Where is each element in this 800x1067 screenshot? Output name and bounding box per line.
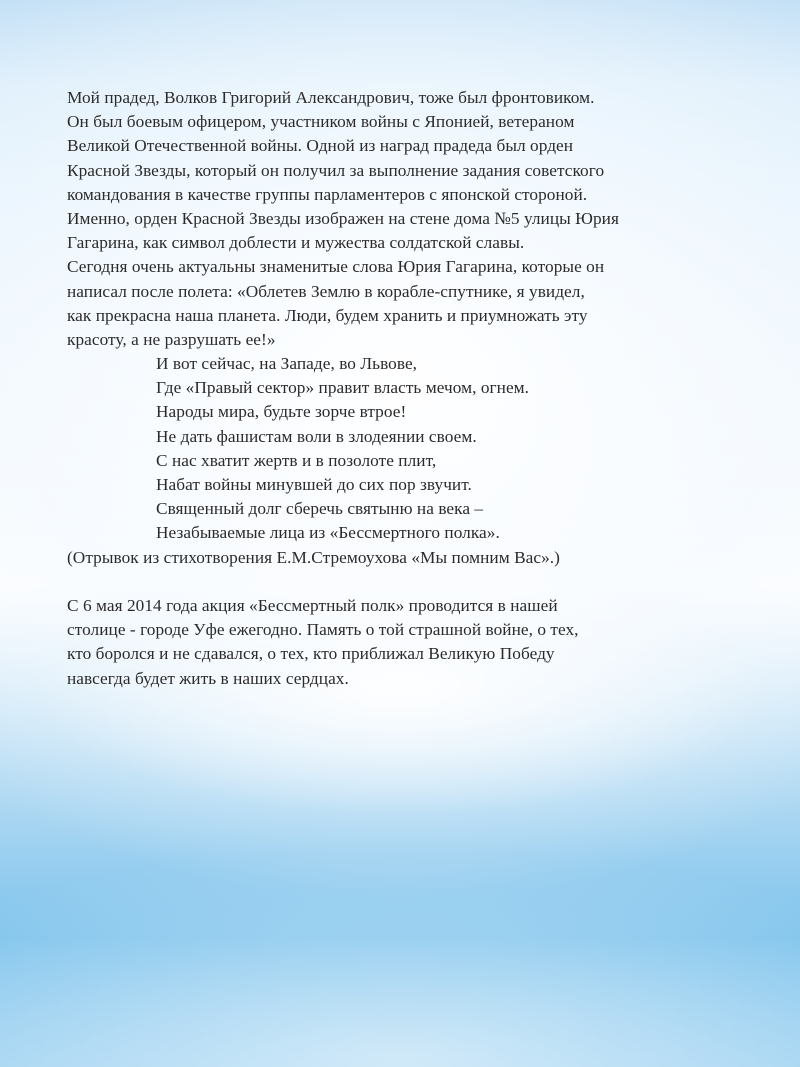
text-line: Мой прадед, Волков Григорий Александрович, тоже был фронтовиком. (67, 88, 595, 107)
text-line: кто боролся и не сдавался, о тех, кто приближал Великую Победу (67, 644, 555, 664)
text-line: Сегодня очень актуальны знаменитые слова Юрия Гагарина, которые он (67, 257, 605, 277)
poem-excerpt (67, 352, 747, 546)
document-text (67, 86, 747, 691)
poem-line: С нас хватит жертв и в позолоте плит, (156, 450, 437, 470)
text-line: столице - городе Уфе ежегодно. Память о той страшной войне, о тех, (67, 620, 579, 640)
text-line: Великой Отечественной войны. Одной из наград прадеда был орден (67, 136, 574, 156)
text-line: Именно, орден Красной Звезды изображен на стене дома №5 улицы Юрия (67, 208, 619, 228)
text-line: Он был боевым офицером, участником войны с Японией, ветераном (67, 112, 575, 132)
poem-line: Набат войны минувшей до сих пор звучит. (156, 475, 472, 494)
paragraph-prologue (67, 86, 747, 352)
text-line: командования в качестве группы парламентеров с японской стороной. (67, 184, 588, 204)
text-line: Красной Звезды, который он получил за выполнение задания советского (67, 160, 605, 180)
poem-source: (Отрывок из стихотворения Е.М.Стремоухова «Мы помним Вас».) (67, 547, 560, 567)
text-line: красоту, а не разрушать ее!» (67, 329, 276, 349)
poem-line: Не дать фашистам воли в злодеянии своем. (156, 426, 477, 446)
poem-line: Незабываемые лица из «Бессмертного полка». (156, 523, 500, 543)
poem-line: Где «Правый сектор» правит власть мечом, огнем. (156, 378, 530, 398)
poem-line: И вот сейчас, на Западе, во Львове, (156, 354, 418, 374)
poem-line: Священный долг сберечь святыню на века – (156, 499, 484, 519)
text-line: Гагарина, как символ доблести и мужества солдатской славы. (67, 233, 525, 253)
paragraph-closing (67, 594, 747, 691)
text-line: написал после полета: «Облетев Землю в корабле-спутнике, я увидел, (67, 281, 585, 301)
text-line: навсегда будет жить в наших сердцах. (67, 668, 349, 688)
text-line: как прекрасна наша планета. Люди, будем хранить и приумножать эту (67, 305, 588, 325)
paragraph-spacer (67, 570, 747, 594)
text-line: С 6 мая 2014 года акция «Бессмертный полк» проводится в нашей (67, 595, 558, 615)
poem-line: Народы мира, будьте зорче втрое! (156, 402, 407, 422)
